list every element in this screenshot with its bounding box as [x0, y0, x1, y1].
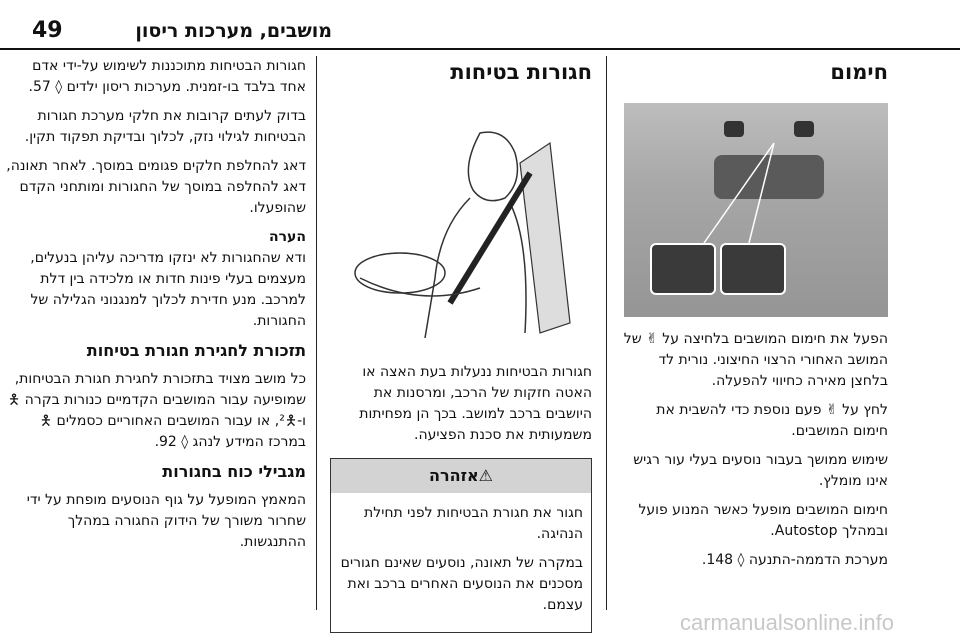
page-number: 49	[32, 18, 63, 43]
seatbelts-heading: חגורות בטיחות	[450, 60, 592, 84]
page-header	[0, 8, 960, 50]
heating-heading: חימום	[830, 60, 888, 84]
page-header-title: מושבים, מערכות ריסון	[135, 20, 332, 42]
callout-lines	[624, 103, 888, 317]
belt-force-limiters-heading: מגבילי כוח בחגורות	[162, 462, 306, 481]
seat-heating-buttons-photo	[624, 103, 888, 317]
seatbelt-reminder-heading: תזכורת לחגירת חגורת בטיחות	[86, 341, 306, 360]
left-paragraph-5: המאמץ המופעל על גוף הנוסעים מופחת על ידי שחרור משורך של הידוק החגורה במהלך ההתנגשות.	[26, 492, 306, 550]
watermark: carmanualsonline.info	[680, 610, 895, 635]
warning-body	[331, 493, 591, 632]
warning-box	[330, 458, 592, 633]
column-divider-right	[606, 56, 607, 610]
heating-paragraph-4: חימום המושבים מופעל כאשר המנוע פועל ובמהלך Autostop.	[638, 502, 888, 539]
warning-paragraph-2: במקרה של תאונה, נוסעים שאינם חגורים מסכנים את הנוסעים האחרים ברכב ואת עצמם.	[340, 555, 583, 613]
column-divider-left	[316, 56, 317, 610]
warning-paragraph-1: חגור את חגורת הבטיחות לפני תחילת הנהיגה.	[364, 505, 583, 542]
left-column	[6, 56, 306, 561]
heating-paragraph-1: הפעל את חימום המושבים בלחיצה על ✌ של המושב האחורי הרצוי החיצוני. נורית לד בלחצן מאירה כחיווי להפעלה.	[623, 331, 888, 389]
heating-paragraph-2: לחץ על ✌ פעם נוספת כדי להשבית את חימום המושבים.	[656, 402, 888, 439]
heating-paragraph-3: שימוש ממושך בעבור נוסעים בעלי עור רגיש אינו מומלץ.	[633, 452, 888, 489]
driver-seatbelt-illustration	[330, 103, 592, 343]
note-body: ודא שהחגורות לא ינזקו מדריכה עליהן בנעלים, מעצמים בעלי פינות חדות או מלכידה בין דלת למרכב. מנע חדירת לכלוך למנגנוני הגלילה של החגורות.	[30, 250, 306, 329]
left-paragraph-2: בדוק לעתים קרובות את חלקי מערכת חגורות הבטיחות לגילוי נזק, לכלוך ובדיקת תפקוד תקין.	[24, 108, 306, 145]
note-title: הערה	[269, 229, 306, 245]
left-paragraph-4: כל מושב מצויד בתזכורת לחגירת חגורת הבטיחות, שמופיעה עבור המושבים הקדמיים כנורות בקרה 🯅 ו-🯅², או עבור המושבים האחוריים כסמלים 🯅 במרכז המידע לנהג ◊ 92.	[7, 371, 306, 450]
left-paragraph-1: חגורות הבטיחות מתוכננות לשימוש על-ידי אדם אחד בלבד בו-זמנית. מערכות ריסון ילדים ◊ 57.	[28, 58, 306, 95]
left-paragraph-3: דאג להחלפת חלקים פגומים במוסך. לאחר תאונה, דאג להחלפה במוסך של החגורות ומותחני הקדם שהופעלו.	[6, 158, 306, 216]
seatbelts-column	[330, 56, 592, 633]
heating-column	[620, 56, 888, 579]
heating-paragraph-5: מערכת הדממה-התנעה ◊ 148.	[701, 552, 888, 568]
seatbelts-paragraph-1: חגורות הבטיחות ננעלות בעת האצה או האטה חזקות של הרכב, ומרסנות את היושבים ברכב למושב. בכך הן מפחיתות משמעותית את סכנת הפציעה.	[359, 364, 592, 443]
warning-title: ⚠אזהרה	[331, 459, 591, 493]
